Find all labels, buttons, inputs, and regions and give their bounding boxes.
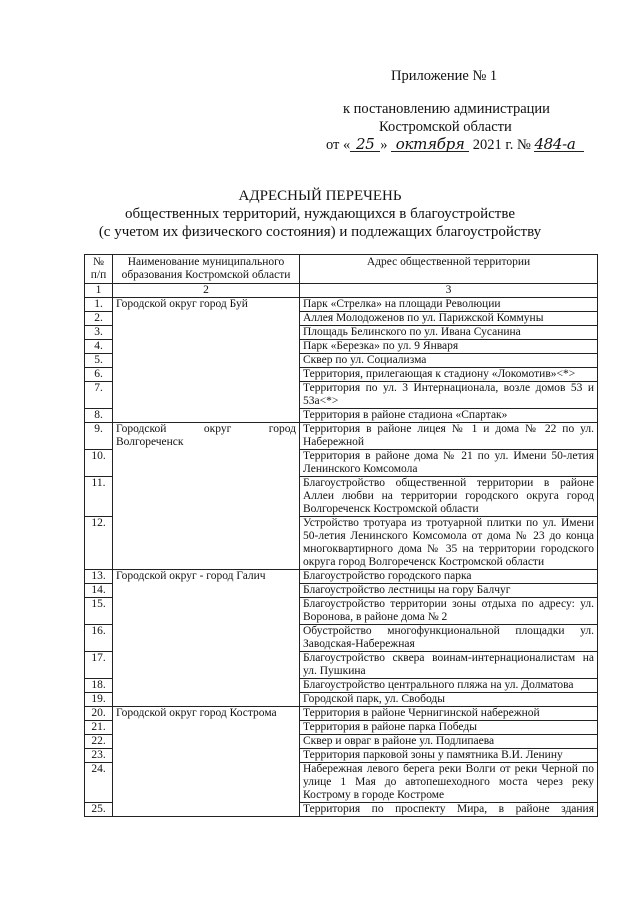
header-municipality: Наименование муниципального образования Костромской области [113,255,300,284]
address-cell: Благоустройство территории зоны отдыха по адресу: ул. Воронова, в районе дома № 2 [300,598,598,625]
row-number: 6. [85,368,113,382]
row-number: 7. [85,382,113,409]
row-number: 22. [85,735,113,749]
row-number: 11. [85,477,113,517]
row-number: 15. [85,598,113,625]
address-cell: Территория в районе парка Победы [300,721,598,735]
row-number: 21. [85,721,113,735]
row-number: 8. [85,409,113,423]
header-num: № п/п [85,255,113,284]
row-number: 1. [85,298,113,312]
date-month-handwritten: октября [391,138,469,152]
appendix-label: Приложение № 1 [391,68,498,84]
address-cell: Территория в районе дома № 21 по ул. Имени 50-летия Ленинского Комсомола [300,450,598,477]
row-number: 9. [85,423,113,450]
decree-number-handwritten: 484-а [534,138,584,152]
table-header-row [85,255,598,284]
table-row [85,570,598,584]
municipality-cell: Городской округ город Кострома [113,707,300,817]
address-cell: Благоустройство общественной территории в районе Аллеи любви на территории городского округа город Волгореченск Костромской области [300,477,598,517]
address-cell: Набережная левого берега реки Волги от реки Черной по улице 1 Мая до автопешеходного моста через реку Кострому в городе Костроме [300,763,598,803]
date-day-handwritten: 25 [350,138,380,152]
row-number: 23. [85,749,113,763]
row-number: 13. [85,570,113,584]
address-cell: Территория парковой зоны у памятника В.И. Ленину [300,749,598,763]
address-cell: Парк «Березка» по ул. 9 Января [300,340,598,354]
address-cell: Городской парк, ул. Свободы [300,693,598,707]
row-number: 5. [85,354,113,368]
municipality-cell: Городской округ город Буй [113,298,300,423]
address-cell: Обустройство многофункциональной площадки ул. Заводская-Набережная [300,625,598,652]
address-cell: Территория, прилегающая к стадиону «Локомотив»<*> [300,368,598,382]
address-cell: Благоустройство сквера воинам-интернационалистам на ул. Пушкина [300,652,598,679]
date-year: 2021 г. № [472,137,531,153]
address-cell: Сквер и овраг в районе ул. Подлипаева [300,735,598,749]
row-number: 16. [85,625,113,652]
row-number: 2. [85,312,113,326]
row-number: 4. [85,340,113,354]
address-cell: Территория в районе Чернигинской набережной [300,707,598,721]
municipality-cell: Городской округ - город Галич [113,570,300,707]
row-number: 10. [85,450,113,477]
row-number: 17. [85,652,113,679]
table-row [85,707,598,721]
doc-subtitle-2: (с учетом их физического состояния) и подлежащих благоустройству [98,224,542,240]
row-number: 25. [85,803,113,817]
row-number: 20. [85,707,113,721]
date-mid: » [380,137,388,153]
col-number: 1 [85,284,113,298]
address-cell: Благоустройство городского парка [300,570,598,584]
doc-title: АДРЕСНЫЙ ПЕРЕЧЕНЬ [238,188,402,204]
decree-line-1: к постановлению администрации [343,101,550,117]
column-numbers-row [85,284,598,298]
decree-date-line [326,137,584,153]
address-cell: Аллея Молодоженов по ул. Парижской Коммуны [300,312,598,326]
decree-line-2: Костромской области [379,119,512,135]
address-cell: Территория в районе лицея № 1 и дома № 22 по ул. Набережной [300,423,598,450]
row-number: 3. [85,326,113,340]
table-row [85,298,598,312]
address-cell: Парк «Стрелка» на площади Революции [300,298,598,312]
address-cell: Площадь Белинского по ул. Ивана Сусанина [300,326,598,340]
address-cell: Территория по проспекту Мира, в районе здания [300,803,598,817]
row-number: 24. [85,763,113,803]
address-cell: Благоустройство лестницы на гору Балчуг [300,584,598,598]
table-row [85,423,598,450]
municipality-cell: Городской округ город Волгореченск [113,423,300,570]
row-number: 14. [85,584,113,598]
doc-subtitle-1: общественных территорий, нуждающихся в благоустройстве [125,206,515,222]
header-address: Адрес общественной территории [300,255,598,284]
row-number: 12. [85,517,113,570]
address-cell: Благоустройство центрального пляжа на ул. Долматова [300,679,598,693]
date-prefix: от « [326,137,351,153]
address-cell: Территория в районе стадиона «Спартак» [300,409,598,423]
col-number: 2 [113,284,300,298]
col-number: 3 [300,284,598,298]
territory-table [84,254,598,817]
address-cell: Сквер по ул. Социализма [300,354,598,368]
address-cell: Территория по ул. 3 Интернационала, возле домов 53 и 53а<*> [300,382,598,409]
address-cell: Устройство тротуара из тротуарной плитки по ул. Имени 50-летия Ленинского Комсомола от дома № 23 до конца многоквартирного дома № 35 на территории городского округа город Волгореченск Костромской области [300,517,598,570]
row-number: 18. [85,679,113,693]
row-number: 19. [85,693,113,707]
